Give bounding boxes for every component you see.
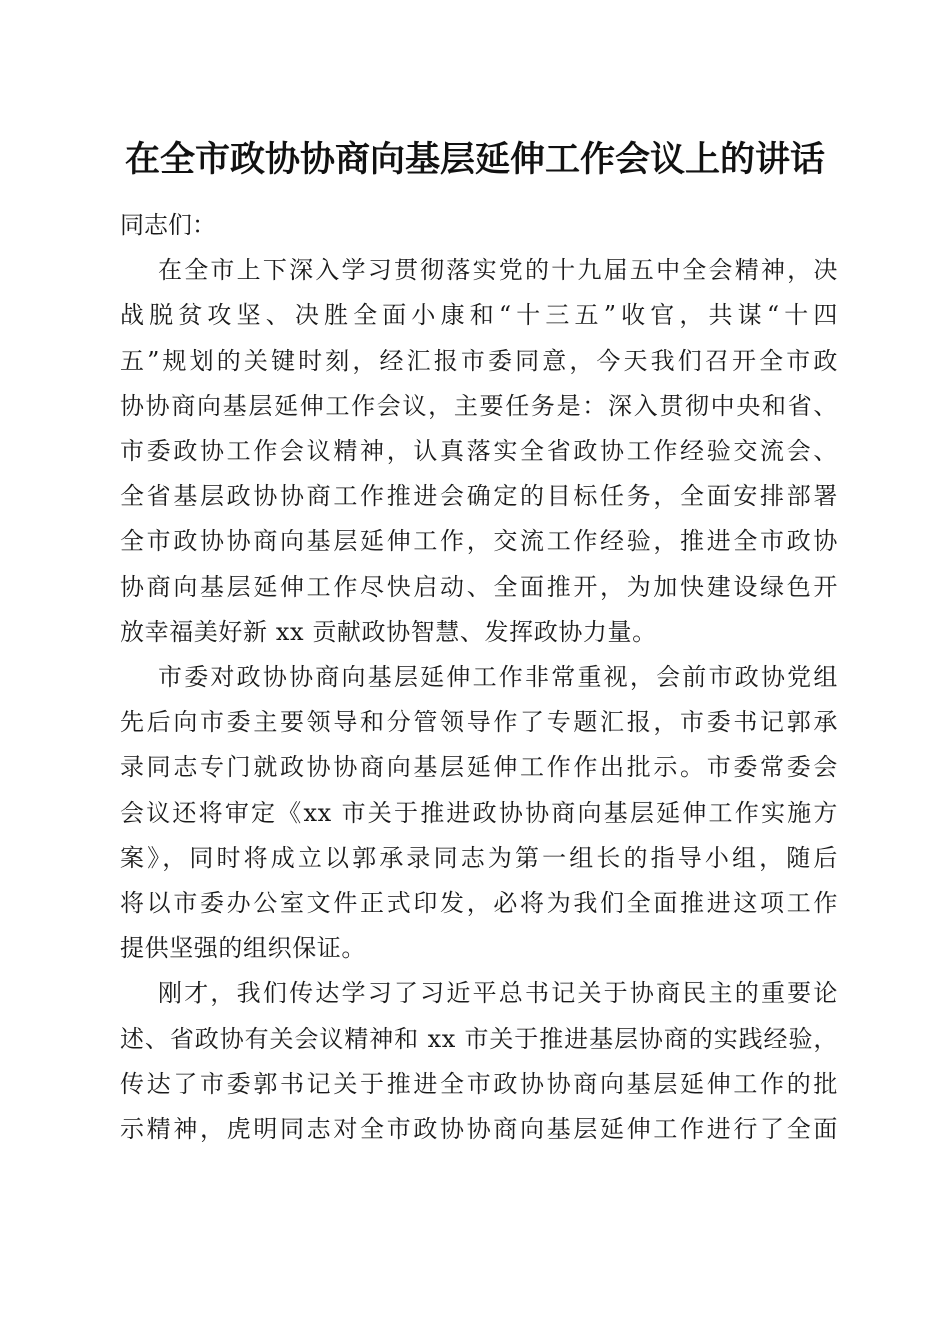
paragraph-line: 战脱贫攻坚、决胜全面小康和“十三五”收官，共谋“十四 xyxy=(120,301,838,330)
document-body xyxy=(120,203,838,1152)
paragraph-line: 全市政协协商向基层延伸工作，交流工作经验，推进全市政协 xyxy=(120,527,838,556)
paragraph-line: 协商向基层延伸工作尽快启动、全面推开，为加快建设绿色开 xyxy=(120,572,838,601)
document-title: 在全市政协协商向基层延伸工作会议上的讲话 xyxy=(124,139,825,180)
paragraph-line: 协协商向基层延伸工作会议，主要任务是：深入贯彻中央和省、 xyxy=(120,391,838,420)
paragraph-line: 全省基层政协协商工作推进会确定的目标任务，全面安排部署 xyxy=(120,482,838,511)
paragraph-line: 示精神，虎明同志对全市政协协商向基层延伸工作进行了全面 xyxy=(120,1115,838,1144)
paragraph-3 xyxy=(120,971,838,1152)
paragraph-line: 五”规划的关键时刻，经汇报市委同意，今天我们召开全市政 xyxy=(120,346,838,375)
paragraph-line: 将以市委办公室文件正式印发，必将为我们全面推进这项工作 xyxy=(120,889,838,918)
paragraph-line: 录同志专门就政协协商向基层延伸工作作出批示。市委常委会 xyxy=(120,753,838,782)
salutation: 同志们： xyxy=(120,211,216,239)
paragraph-line: 在全市上下深入学习贯彻落实党的十九届五中全会精神，决 xyxy=(158,256,838,285)
paragraph-line: 会议还将审定《xx 市关于推进政协协商向基层延伸工作实施方 xyxy=(120,798,838,827)
paragraph-line: 市委政协工作会议精神，认真落实全省政协工作经验交流会、 xyxy=(120,437,838,466)
paragraph-line: 市委对政协协商向基层延伸工作非常重视，会前市政协党组 xyxy=(158,663,838,692)
paragraph-line: 传达了市委郭书记关于推进全市政协协商向基层延伸工作的批 xyxy=(120,1069,838,1098)
paragraph-line: 述、省政协有关会议精神和 xx 市关于推进基层协商的实践经验， xyxy=(120,1024,838,1053)
paragraph-line: 先后向市委主要领导和分管领导作了专题汇报，市委书记郭承 xyxy=(120,708,838,737)
paragraph-2 xyxy=(120,655,838,971)
paragraph-line: 提供坚强的组织保证。 xyxy=(120,934,366,963)
paragraph-line: 案》，同时将成立以郭承录同志为第一组长的指导小组，随后 xyxy=(120,843,838,872)
paragraph-line: 放幸福美好新 xx 贡献政协智慧、发挥政协力量。 xyxy=(120,617,657,646)
paragraph-line: 刚才，我们传达学习了习近平总书记关于协商民主的重要论 xyxy=(158,979,838,1008)
paragraph-1 xyxy=(120,248,838,655)
